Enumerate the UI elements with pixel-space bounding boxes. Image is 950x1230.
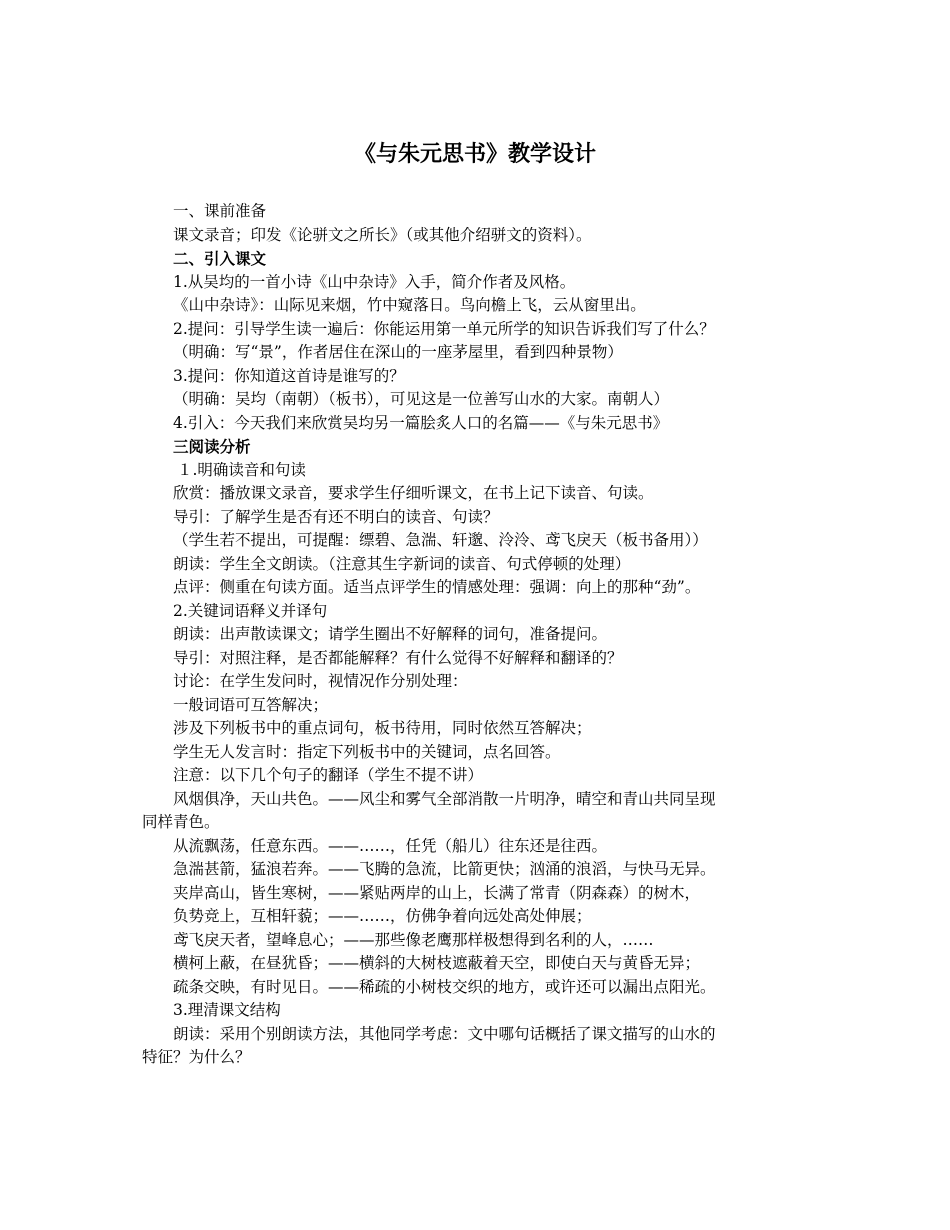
- translation-line: 从流飘荡，任意东西。——……，任凭（船儿）往东还是往西。: [173, 836, 608, 855]
- translation-line-continued: 同样青色。: [142, 813, 220, 831]
- subsection-heading: １.明确读音和句读: [177, 460, 306, 479]
- translation-line: 夹岸高山，皆生寒树，——紧贴两岸的山上，长满了常青（阴森森）的树木，: [173, 883, 701, 902]
- paragraph-line: 朗读：学生全文朗读。（注意其生字新词的读音、句式停顿的处理）: [173, 554, 631, 573]
- paragraph-line: 《山中杂诗》：山际见来烟，竹中窥落日。鸟向檐上飞，云从窗里出。: [173, 296, 646, 314]
- translation-line: 风烟俱净，天山共色。——风尘和雾气全部消散一片明净，晴空和青山共同呈现: [173, 789, 716, 808]
- paragraph-line: 学生无人发言时：指定下列板书中的关键词，点名回答。: [173, 742, 561, 761]
- paragraph-line: 4.引入：今天我们来欣赏吴均另一篇脍炙人口的名篇——《与朱元思书》: [173, 413, 669, 432]
- paragraph-line: 讨论：在学生发问时，视情况作分别处理：: [173, 672, 468, 690]
- paragraph-line: 注意：以下几个句子的翻译（学生不提不讲）: [173, 766, 484, 784]
- translation-line: 疏条交映，有时见日。——稀疏的小树枝交织的地方，或许还可以漏出点阳光。: [173, 977, 716, 996]
- paragraph-line: 朗读：出声散读课文；请学生圈出不好解释的词句，准备提问。: [173, 625, 608, 643]
- paragraph-line: 涉及下列板书中的重点词句，板书待用，同时依然互答解决；: [173, 719, 592, 737]
- paragraph-line: 欣赏：播放课文录音，要求学生仔细听课文，在书上记下读音、句读。: [173, 484, 654, 502]
- section-heading: 三阅读分析: [173, 437, 251, 456]
- translation-line: 急湍甚箭，猛浪若奔。——飞腾的急流，比箭更快；汹涌的浪滔，与快马无异。: [173, 860, 716, 878]
- paragraph-line: （明确：写“景”，作者居住在深山的一座茅屋里，看到四种景物）: [173, 343, 623, 361]
- paragraph-line: 课文录音；印发《论骈文之所长》（或其他介绍骈文的资料）。: [173, 225, 592, 244]
- section-heading: 一、课前准备: [173, 202, 267, 220]
- paragraph-line: （明确：吴均（南朝）（板书），可见这是一位善写山水的大家。南朝人）: [173, 390, 670, 408]
- paragraph-line: （学生若不提出，可提醒：缥碧、急湍、轩邈、泠泠、鸢飞戾天（板书备用））: [173, 531, 708, 549]
- paragraph-line: 一般词语可互答解决；: [173, 695, 329, 714]
- paragraph-line: 朗读：采用个别朗读方法，其他同学考虑：文中哪句话概括了课文描写的山水的: [173, 1024, 716, 1043]
- paragraph-line: 2.提问：引导学生读一遍后：你能运用第一单元所学的知识告诉我们写了什么？: [173, 319, 715, 338]
- subsection-heading: 2.关键词语释义并译句: [173, 601, 328, 620]
- document-title: 《与朱元思书》教学设计: [353, 141, 596, 167]
- subsection-heading: 3.理清课文结构: [173, 1001, 281, 1019]
- paragraph-line: 3.提问：你知道这首诗是谁写的？: [173, 366, 405, 385]
- paragraph-line: 点评：侧重在句读方面。适当点评学生的情感处理：强调：向上的那种“劲”。: [173, 578, 701, 596]
- section-heading: 二、引入课文: [173, 249, 267, 268]
- paragraph-line-continued: 特征？为什么？: [142, 1048, 251, 1066]
- paragraph-line: 1.从吴均的一首小诗《山中杂诗》入手，简介作者及风格。: [173, 272, 576, 291]
- translation-line: 鸢飞戾天者，望峰息心；——那些像老鹰那样极想得到名利的人，……: [173, 930, 654, 949]
- document-body: [142, 200, 814, 1070]
- translation-line: 负势竞上，互相轩藐；——……，仿佛争着向远处高处伸展；: [173, 907, 592, 925]
- paragraph-line: 导引：对照注释，是否都能解释？有什么觉得不好解释和翻译的？: [173, 648, 623, 667]
- paragraph-line: 导引：了解学生是否有还不明白的读音、句读？: [173, 507, 499, 526]
- translation-line: 横柯上蔽，在昼犹昏；——横斜的大树枝遮蔽着天空，即使白天与黄昏无异；: [173, 954, 701, 972]
